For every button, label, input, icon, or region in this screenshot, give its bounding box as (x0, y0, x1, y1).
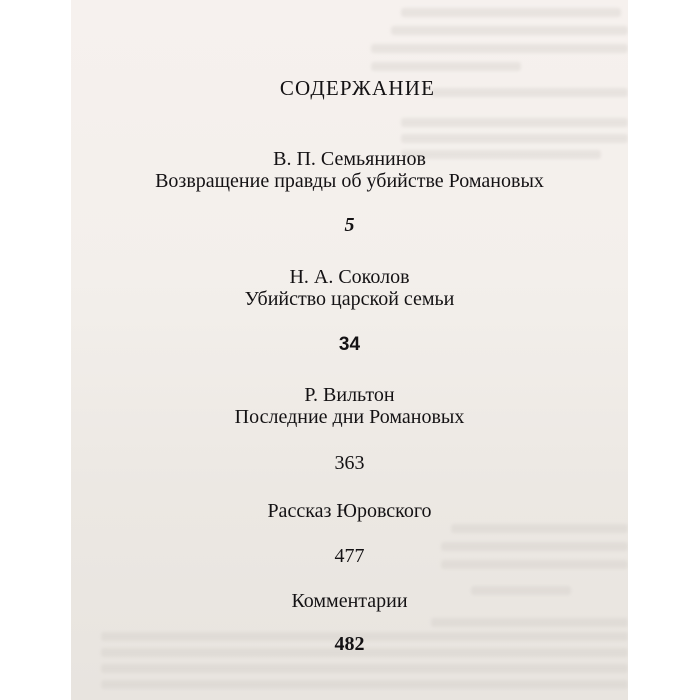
entry-page-number: 477 (334, 545, 365, 567)
entry-page-number: 482 (334, 633, 365, 655)
entry-title: Последние дни Романовых (234, 406, 465, 428)
entry-title: Рассказ Юровского (267, 500, 432, 522)
entry-author: В. П. Семьянинов (273, 148, 426, 170)
entry-author: Н. А. Соколов (289, 266, 410, 288)
entry-page-number: 34 (338, 334, 361, 355)
entry-page-number: 5 (344, 214, 355, 236)
book-page (71, 0, 628, 700)
entry-title: Комментарии (291, 590, 408, 612)
entry-title: Убийство царской семьи (244, 288, 455, 310)
entry-title: Возвращение правды об убийстве Романовых (155, 170, 544, 192)
entry-page-number: 363 (334, 452, 365, 474)
contents-heading: СОДЕРЖАНИЕ (279, 76, 436, 100)
entry-author: Р. Вильтон (304, 384, 395, 406)
